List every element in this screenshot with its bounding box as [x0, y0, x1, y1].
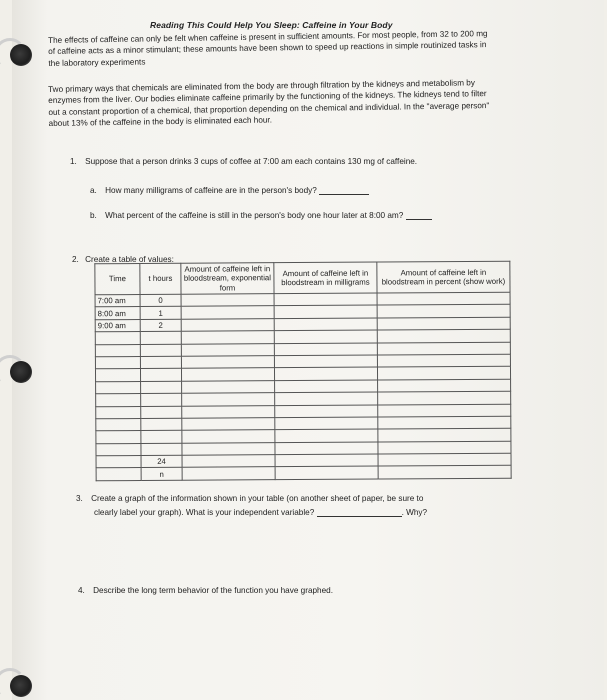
cell-milligrams[interactable] — [275, 405, 378, 418]
cell-hours — [141, 431, 182, 444]
cell-exponential[interactable] — [182, 455, 275, 468]
cell-hours — [141, 393, 182, 406]
cell-exponential[interactable] — [181, 331, 274, 344]
cell-time — [95, 332, 140, 345]
cell-time — [96, 381, 141, 394]
cell-percent[interactable] — [377, 367, 510, 380]
cell-hours: 0 — [140, 294, 181, 307]
cell-percent[interactable] — [378, 466, 511, 479]
cell-percent[interactable] — [377, 317, 510, 330]
cell-exponential[interactable] — [182, 418, 275, 431]
cell-hours — [141, 406, 182, 419]
cell-percent[interactable] — [378, 416, 511, 429]
column-header-exponential: Amount of caffeine left in bloodstream, exponential form — [181, 263, 274, 295]
cell-time — [95, 356, 140, 369]
cell-milligrams[interactable] — [275, 467, 378, 480]
cell-milligrams[interactable] — [274, 355, 377, 368]
cell-percent[interactable] — [378, 429, 511, 442]
question-1b — [90, 210, 432, 220]
table-row — [96, 466, 511, 481]
intro-paragraph-2: Two primary ways that chemicals are eliminated from the body are through filtration by the kidneys and metabolism by enzymes from the liver. Our bodies eliminate caffeine primarily by the functioning of the kidneys. The kidneys tend to filter out a constant proportion of a chemical, that proportion depending on the chemical and individual. In the "average person" about 13% of the caffeine in the body is eliminated each hour. — [48, 78, 490, 128]
cell-hours: 2 — [140, 319, 181, 332]
cell-percent[interactable] — [378, 453, 511, 466]
binder-hole-middle — [10, 361, 32, 383]
cell-exponential[interactable] — [181, 306, 274, 319]
table-body — [95, 292, 511, 480]
cell-time — [95, 344, 140, 357]
question-number: 2. — [72, 255, 79, 264]
cell-time: 8:00 am — [95, 307, 140, 320]
question-letter: a. — [90, 186, 97, 195]
cell-time — [96, 394, 141, 407]
intro-paragraph-1: The effects of caffeine can only be felt when caffeine is present in sufficient amounts. For most people, from 32 to 200 mg of caffeine acts as a minor stimulant; these amounts have been shown to speed up reactions in simple routinized tasks in the laboratory experiments — [48, 29, 488, 68]
question-1 — [70, 157, 417, 166]
question-text: Create a table of values: — [85, 255, 174, 264]
question-text: How many milligrams of caffeine are in the person's body? — [105, 186, 317, 195]
cell-hours: 24 — [141, 455, 182, 468]
cell-exponential[interactable] — [182, 405, 275, 418]
binder-hole-top — [10, 44, 32, 66]
cell-percent[interactable] — [378, 379, 511, 392]
cell-exponential[interactable] — [182, 467, 275, 480]
cell-milligrams[interactable] — [274, 343, 377, 356]
cell-time — [96, 468, 141, 481]
cell-hours — [141, 443, 182, 456]
cell-time — [96, 456, 141, 469]
cell-time: 9:00 am — [95, 319, 140, 332]
cell-hours — [140, 356, 181, 369]
cell-milligrams[interactable] — [275, 429, 378, 442]
cell-time — [96, 443, 141, 456]
question-3 — [76, 494, 423, 503]
cell-exponential[interactable] — [182, 430, 275, 443]
cell-time: 7:00 am — [95, 294, 140, 307]
cell-exponential[interactable] — [181, 343, 274, 356]
question-number: 1. — [70, 157, 77, 166]
worksheet-title: Reading This Could Help You Sleep: Caffeine in Your Body — [150, 20, 393, 30]
column-header-time: Time — [95, 263, 140, 294]
cell-exponential[interactable] — [181, 356, 274, 369]
cell-hours: n — [141, 468, 182, 481]
question-text: Describe the long term behavior of the function you have graphed. — [93, 586, 333, 595]
cell-percent[interactable] — [377, 354, 510, 367]
cell-hours: 1 — [140, 307, 181, 320]
cell-percent[interactable] — [377, 342, 510, 355]
cell-hours — [141, 381, 182, 394]
answer-blank[interactable] — [319, 185, 369, 195]
question-text: Suppose that a person drinks 3 cups of coffee at 7:00 am each contains 130 mg of caffeine. — [85, 157, 418, 166]
cell-percent[interactable] — [377, 329, 510, 342]
question-letter: b. — [90, 211, 97, 220]
question-number: 4. — [78, 586, 85, 595]
question-3-line2 — [94, 507, 427, 517]
cell-hours — [140, 369, 181, 382]
column-header-milligrams: Amount of caffeine left in bloodstream in milligrams — [274, 262, 377, 294]
answer-blank[interactable] — [317, 507, 402, 517]
cell-exponential[interactable] — [181, 368, 274, 381]
cell-hours — [140, 331, 181, 344]
cell-time — [96, 418, 141, 431]
cell-exponential[interactable] — [181, 294, 274, 307]
question-text: clearly label your graph). What is your independent variable? — [94, 508, 315, 517]
cell-milligrams[interactable] — [274, 293, 377, 306]
cell-percent[interactable] — [378, 404, 511, 417]
question-text: What percent of the caffeine is still in the person's body one hour later at 8:00 am? — [105, 211, 404, 220]
question-text: Create a graph of the information shown in your table (on another sheet of paper, be sure to — [91, 494, 424, 503]
cell-exponential[interactable] — [182, 442, 275, 455]
cell-milligrams[interactable] — [275, 454, 378, 467]
table-header-row — [95, 261, 510, 295]
answer-blank[interactable] — [406, 210, 432, 220]
cell-exponential[interactable] — [182, 380, 275, 393]
cell-percent[interactable] — [377, 305, 510, 318]
cell-milligrams[interactable] — [275, 442, 378, 455]
cell-milligrams[interactable] — [274, 305, 377, 318]
cell-exponential[interactable] — [182, 393, 275, 406]
cell-milligrams[interactable] — [274, 367, 377, 380]
cell-percent[interactable] — [378, 441, 511, 454]
question-1a — [90, 185, 369, 195]
column-header-hours: t hours — [140, 263, 181, 294]
cell-milligrams[interactable] — [274, 318, 377, 331]
binder-hole-bottom — [10, 675, 32, 697]
cell-milligrams[interactable] — [275, 392, 378, 405]
question-4 — [78, 586, 333, 595]
cell-time — [96, 406, 141, 419]
cell-percent[interactable] — [377, 292, 510, 305]
cell-exponential[interactable] — [181, 318, 274, 331]
cell-milligrams[interactable] — [275, 417, 378, 430]
cell-hours — [141, 418, 182, 431]
cell-percent[interactable] — [378, 391, 511, 404]
caffeine-values-table — [94, 261, 511, 481]
question-text: . Why? — [401, 508, 428, 517]
column-header-percent: Amount of caffeine left in bloodstream in percent (show work) — [377, 261, 510, 293]
cell-time — [96, 431, 141, 444]
cell-milligrams[interactable] — [275, 380, 378, 393]
question-number: 3. — [76, 494, 83, 503]
cell-time — [95, 369, 140, 382]
cell-milligrams[interactable] — [274, 330, 377, 343]
cell-hours — [140, 344, 181, 357]
